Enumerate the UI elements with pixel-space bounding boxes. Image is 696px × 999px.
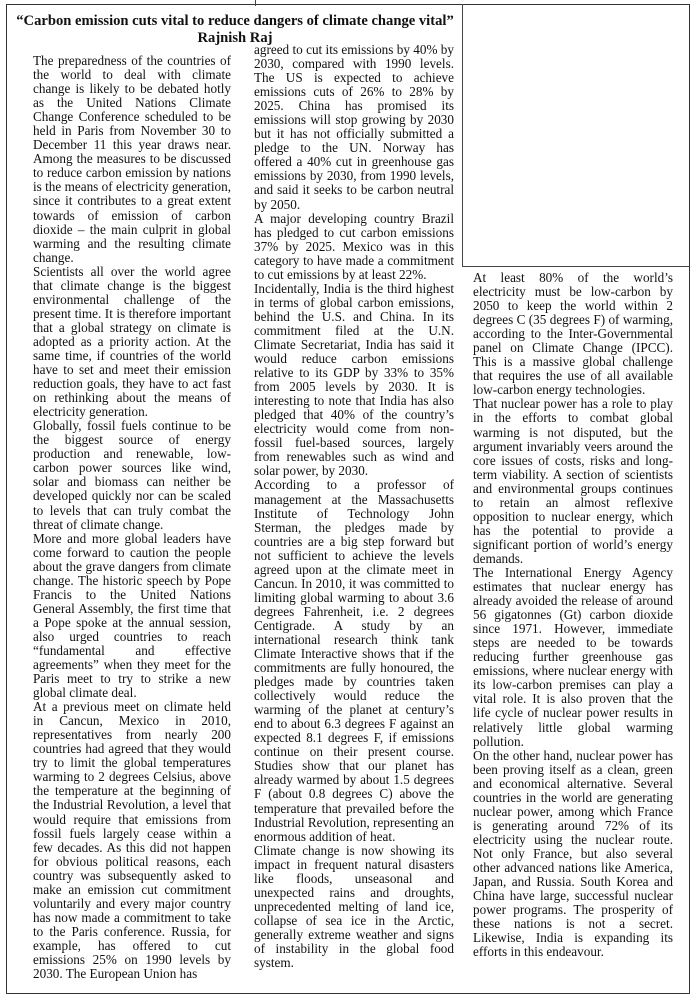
column-2 bbox=[254, 43, 454, 970]
paragraph: Incidentally, India is the third highest in terms of global carbon emissions, behind the U.S. and China. In its commitment filed at the U.N. Climate Secretariat, India has said it would reduce carbon emissions relative to its GDP by 33% to 35% from 2005 levels by 2030. It is interesting to note that India has also pledged that 40% of the country’s electricity would come from non-fossil fuel-based sources, largely from renewables such as wind and solar power, by 2030. bbox=[254, 280, 454, 479]
byline: Rajnish Raj bbox=[197, 30, 273, 46]
paragraph: According to a professor of management at the Massachusetts Institute of Technology John Sterman, the pledges made by countries are a big step forward but not sufficient to achieve the levels agreed upon at the climate meet in Cancun. In 2010, it was committed to limiting global warming to about 3.6 degrees Fahrenheit, i.e. 2 degrees Centigrade. A study by an international research think tank Climate Interactive shows that if the commitments are fully honoured, the pledges made by countries taken collectively would reduce the warming of the planet at century’s end to about 6.3 degrees F against an expected 8.1 degrees F, if emissions continue on their present course. Studies show that our planet has already warmed by about 1.5 degrees F (about 0.8 degrees C) above the temperature that prevailed before the Industrial Revolution, representing an enormous addition of heat. bbox=[254, 477, 454, 844]
column-3 bbox=[473, 271, 673, 959]
paragraph: The International Energy Agency estimates that nuclear energy has already avoided the release of around 56 gigatonnes (Gt) carbon dioxide since 1971. However, immediate steps are needed to be towards reducing further greenhouse gas emissions, where nuclear energy with its low-carbon premises can play a vital role. It is also proven that the life cycle of nuclear power results in relatively little global warming pollution. bbox=[473, 564, 673, 749]
column-divider bbox=[462, 4, 463, 266]
section-rule bbox=[462, 266, 690, 267]
paragraph: agreed to cut its emissions by 40% by 2030, compared with 1990 levels. The US is expected to achieve emissions cuts of 26% to 28% by 2025. China has promised its emissions will stop growing by 2030 but it has not officially submitted a pledge to the UN. Norway has offered a 40% cut in greenhouse gas emissions by 2030, from 1990 levels, and said it seeks to be carbon neutral by 2050. bbox=[254, 42, 454, 212]
paragraph: More and more global leaders have come forward to caution the people about the grave dangers from climate change. The historic speech by Pope Francis to the United Nations General Assembly, the first time that a Pope spoke at the annual session, also urged countries to reach “fundamental and effective agreements” when they meet for the Paris meet to try to strike a new global climate deal. bbox=[33, 530, 231, 701]
paragraph: That nuclear power has a role to play in the efforts to combat global warming is not disputed, but the argument invariably veers around the core issues of costs, risks and long-term viability. A section of scientists and environmental groups continues to retain an almost reflexive opposition to nuclear energy, which has the potential to provide a significant portion of world’s energy demands. bbox=[473, 396, 673, 566]
paragraph: At least 80% of the world’s electricity must be low-carbon by 2050 to keep the world within 2 degrees C (35 degrees F) of warming, according to the Inter-Governmental panel on Climate Change (IPCC). This is a massive global challenge that requires the use of all available low-carbon energy technologies. bbox=[473, 270, 673, 398]
paragraph: Scientists all over the world agree that climate change is the biggest environmental challenge of the present time. It is therefore important that a global strategy on climate is adopted as a priority action. At the same time, if countries of the world have to set and meet their emission reduction goals, they have to act fast on rethinking about the means of electricity generation. bbox=[33, 263, 231, 420]
paragraph: At a previous meet on climate held in Cancun, Mexico in 2010, representatives from nearly 200 countries had agreed that they would try to limit the global temperatures warming to 2 degrees Celsius, above the temperature at the beginning of the Industrial Revolution, a level that would require that emissions from fossil fuels largely cease within a few decades. As this did not happen for obvious political reasons, each country was subsequently asked to make an emission cut commitment voluntarily and every major country has now made a commitment to take to the Paris conference. Russia, for example, has offered to cut emissions 25% on 1990 levels by 2030. The European Union has bbox=[33, 699, 231, 982]
paragraph: A major developing country Brazil has pledged to cut carbon emissions 37% by 2025. Mexico was in this category to have made a commitment to cut emissions by at least 22%. bbox=[254, 210, 454, 282]
top-column-mark bbox=[255, 0, 256, 6]
headline: “Carbon emission cuts vital to reduce dangers of climate change vital” bbox=[16, 13, 454, 29]
column-1 bbox=[33, 54, 231, 981]
paragraph: Globally, fossil fuels continue to be the biggest source of energy production and renewable, low-carbon power sources like wind, solar and biomass can neither be developed quickly nor can be scaled to levels that can truly combat the threat of climate change. bbox=[33, 418, 231, 532]
paragraph: The preparedness of the countries of the world to deal with climate change is likely to be debated hotly as the United Nations Climate Change Conference scheduled to be held in Paris from November 30 to December 11 this year draws near. Among the measures to be discussed to reduce carbon emission by nations is the means of electricity generation, since it contributes to a great extent towards of emission of carbon dioxide – the main culprit in global warming and the resulting climate change. bbox=[33, 53, 231, 265]
paragraph: Climate change is now showing its impact in frequent natural disasters like floods, unseasonal and unexpected rains and droughts, unprecedented melting of land ice, collapse of sea ice in the Arctic, generally extreme weather and signs of instability in the global food system. bbox=[254, 842, 454, 971]
paragraph: On the other hand, nuclear power has been proving itself as a clean, green and economical alternative. Several countries in the world are generating nuclear power, among which France is generating around 72% of its electricity using the nuclear route. Not only France, but also several other advanced nations like America, Japan, and Russia. South Korea and China have large, successful nuclear power programs. The prosperity of these nations is not a secret. Likewise, India is expanding its efforts in this endeavour. bbox=[473, 747, 673, 960]
